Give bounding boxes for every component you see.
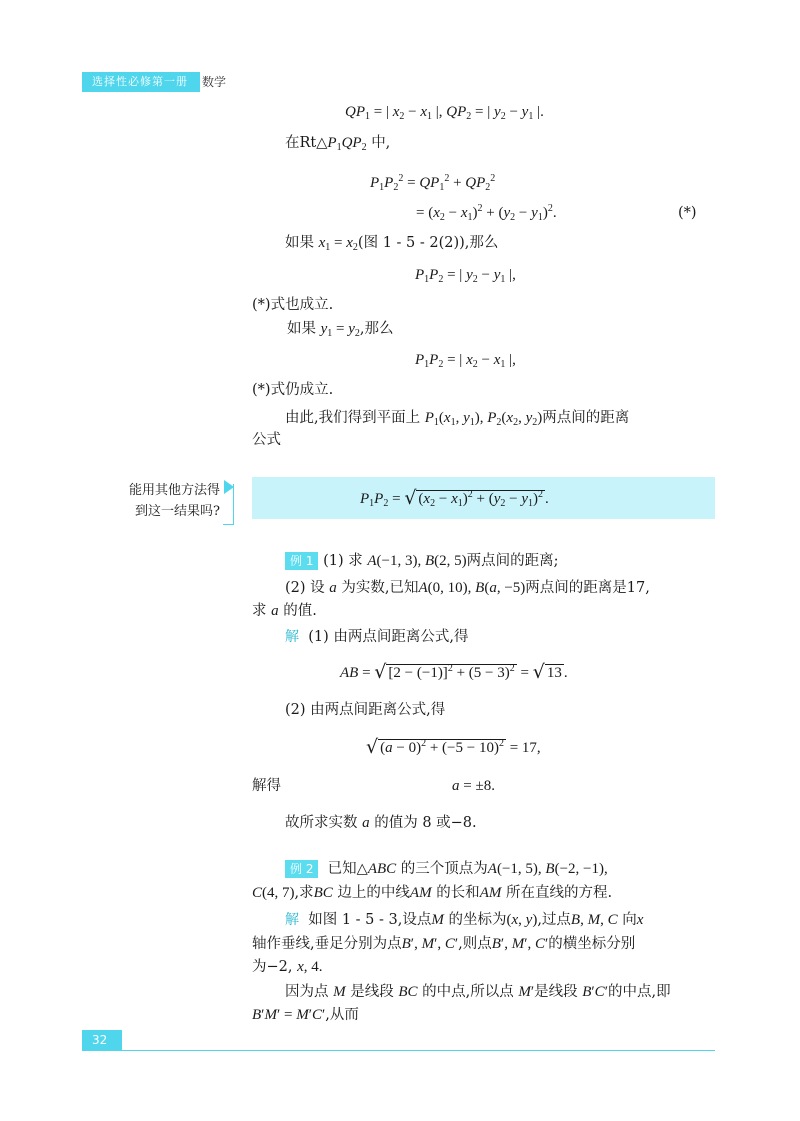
conclusion-line: 由此,我们得到平面上 $P_1(x_1$, $y_1$), $P_2(x_2$, $y_2$)两点间的距离 bbox=[285, 410, 630, 428]
star-still-holds: (*)式仍成立. bbox=[252, 382, 334, 398]
example2-tag: 例 2 bbox=[285, 860, 318, 878]
equation-star-label: (*) bbox=[678, 205, 697, 221]
example1-solution-value: a = ±8. bbox=[452, 778, 495, 794]
example1-answer: 故所求实数 a 的值为 8 或−8. bbox=[285, 815, 477, 831]
example1-part2-end: 求 a 的值. bbox=[252, 603, 317, 619]
example1-part2: (2) 设 a 为实数,已知A(0, 10), B(a, −5)两点间的距离是17, bbox=[285, 580, 650, 596]
subject-label: 数学 bbox=[202, 75, 227, 89]
example2-sol-line5: B′M′ = M′C′,从而 bbox=[252, 1007, 359, 1023]
example2-sol-line1: 解 如图 1 - 5 - 3,设点M 的坐标为(x, y),过点B, M, C 向x bbox=[285, 912, 644, 928]
equation-pythagoras: $P_1P_2^2 = QP_1^2 + QP_2^2$ bbox=[370, 173, 496, 193]
example1-ab-formula: AB = √ $[2 - (-1)]^2 + (5 - 3)^2$ = √ 13 . bbox=[340, 661, 568, 683]
solution-label: 解 bbox=[285, 629, 299, 645]
margin-question: 能用其他方法得 到这一结果吗? bbox=[128, 483, 220, 519]
case-x-equal: 如果 $x_1 = x_2$(图 1 - 5 - 2(2)),那么 bbox=[285, 235, 499, 253]
example1-part1: 例 1 (1) 求 A(−1, 3), B(2, 5)两点间的距离; bbox=[285, 551, 559, 571]
equation-qp: $QP_1$ = | $x_2 - x_1$ |, $QP_2$ = | $y_2 - y_1$ |. bbox=[345, 104, 544, 122]
page-number: 32 bbox=[92, 1033, 108, 1047]
equation-case-x: $P_1P_2$ = | $y_2 - y_1$ |, bbox=[415, 267, 516, 285]
book-title: 选择性必修第一册 bbox=[92, 75, 188, 88]
margin-arrow-icon bbox=[224, 480, 234, 494]
example1-step1: 解 (1) 由两点间距离公式,得 bbox=[285, 629, 469, 645]
equation-case-y: $P_1P_2$ = | $x_2 - x_1$ |, bbox=[415, 352, 516, 370]
example2-line2: C(4, 7),求BC 边上的中线AM 的长和AM 所在直线的方程. bbox=[252, 885, 613, 901]
star-also-holds: (*)式也成立. bbox=[252, 297, 334, 313]
example2-sol-line4: 因为点 M 是线段 BC 的中点,所以点 M′是线段 B′C′的中点,即 bbox=[285, 984, 671, 1000]
example2-sol-line2: 轴作垂线,垂足分别为点B′, M′, C′,则点B′, M′, C′的横坐标分别 bbox=[252, 936, 636, 952]
distance-formula: $P_1P_2$ = √ $(x_2 - x_1)^2 + (y_2 - y_1)^2$ . bbox=[360, 487, 549, 509]
conclusion-formula-word: 公式 bbox=[252, 432, 281, 448]
case-y-equal: 如果 $y_1 = y_2$,那么 bbox=[287, 321, 394, 339]
example1-equation: √ $(a - 0)^2 + (-5 - 10)^2 = 17$, bbox=[366, 736, 541, 758]
rt-triangle-line: 在$Rt\triangle P_1QP_2$ 中, bbox=[285, 135, 391, 153]
example1-tag: 例 1 bbox=[285, 552, 318, 570]
example2-line1: 例 2 已知△ABC 的三个顶点为A(−1, 5), B(−2, −1), bbox=[285, 859, 608, 879]
example2-sol-line3: 为−2, x, 4. bbox=[252, 959, 323, 975]
equation-expanded: = $(x_2 - x_1)^2 + (y_2 - y_1)^2$. bbox=[416, 203, 557, 223]
example1-step2: (2) 由两点间距离公式,得 bbox=[285, 702, 446, 718]
footer-rule bbox=[82, 1050, 715, 1051]
example1-solve-label: 解得 bbox=[252, 778, 281, 794]
